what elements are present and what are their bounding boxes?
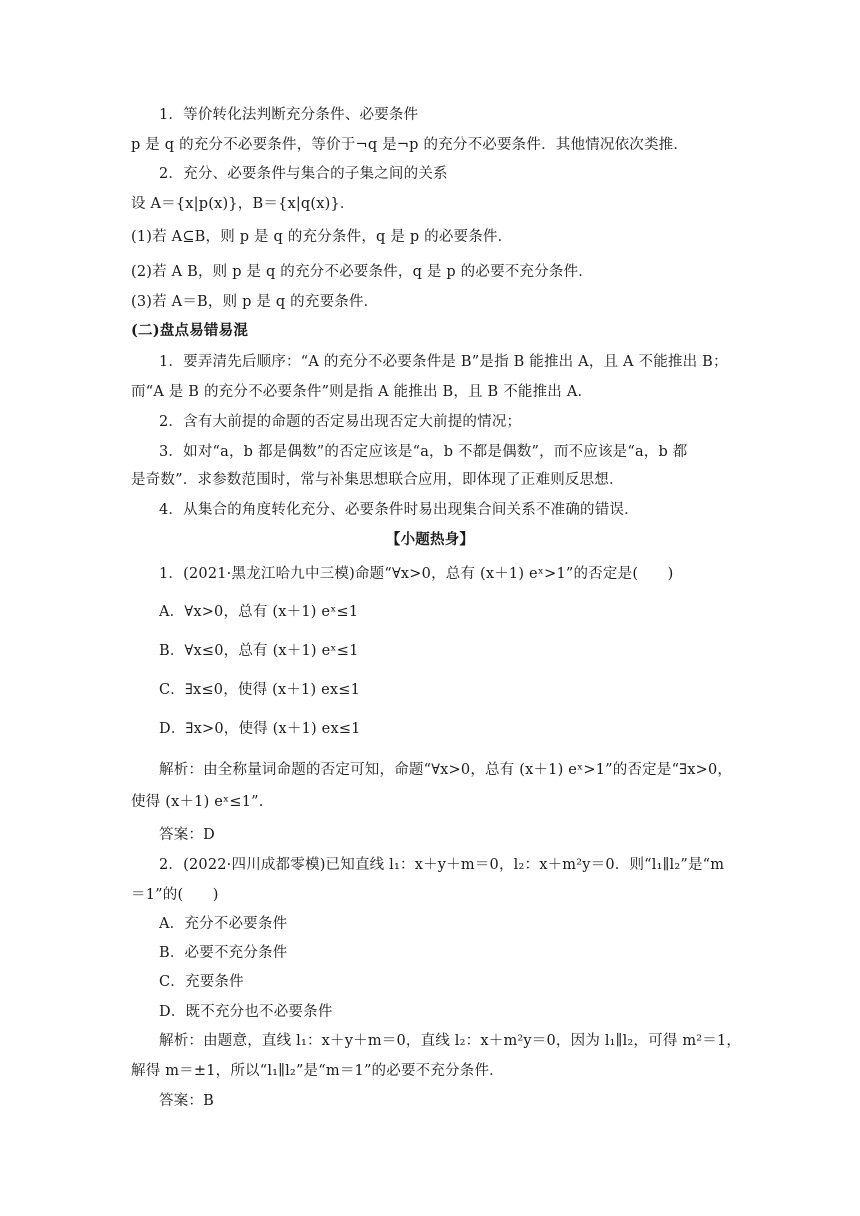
error-1-line-2: 而“A 是 B 的充分不必要条件”则是指 A 能推出 B，且 B 不能推出 A．	[131, 384, 593, 400]
question-1-solution-line-1: 解析：由全称量词命题的否定可知，命题“∀x>0，总有 (x＋1) eˣ>1”的否定是“∃x>0，	[159, 762, 733, 778]
rule-3: (3)若 A＝B，则 p 是 q 的充要条件．	[131, 294, 379, 310]
method-1-title: 1．等价转化法判断充分条件、必要条件	[159, 107, 419, 123]
question-2-option-d: D．既不充分也不必要条件	[159, 1004, 333, 1020]
question-1-answer: 答案：D	[159, 827, 215, 843]
section-heading-errors: (二)盘点易错易混	[131, 322, 249, 339]
question-1-option-d: D．∃x>0，使得 (x＋1) ex≤1	[159, 721, 361, 737]
method-1-text: p 是 q 的充分不必要条件，等价于¬q 是¬p 的充分不必要条件．其他情况依次类推．	[131, 137, 689, 153]
error-2: 2．含有大前提的命题的否定易出现否定大前提的情况；	[159, 414, 522, 430]
error-3-line-2: 是奇数”．求参数范围时，常与补集思想联合应用，即体现了正难则反思想．	[131, 472, 624, 488]
question-2-solution-line-2: 解得 m＝±1，所以“l₁∥l₂”是“m＝1”的必要不充分条件．	[131, 1063, 504, 1079]
question-2-answer: 答案：B	[159, 1093, 214, 1109]
question-2-option-a: A．充分不必要条件	[159, 916, 288, 932]
question-1-option-a: A．∀x>0，总有 (x＋1) eˣ≤1	[159, 604, 359, 620]
error-1-line-1: 1．要弄清先后顺序：“A 的充分不必要条件是 B”是指 B 能推出 A，且 A 不能推出 B；	[159, 354, 728, 370]
set-definition: 设 A＝{x|p(x)}，B＝{x|q(x)}．	[131, 196, 355, 212]
question-1-option-c: C．∃x≤0，使得 (x＋1) ex≤1	[159, 682, 361, 698]
error-3-line-1: 3．如对“a，b 都是偶数”的否定应该是“a，b 不都是偶数”，而不应该是“a，b 都	[159, 444, 688, 460]
question-2-stem-line-1: 2．(2022·四川成都零模)已知直线 l₁：x＋y＋m＝0，l₂：x＋m²y＝0．则“l₁∥l₂”是“m	[159, 857, 725, 873]
question-2-solution-line-1: 解析：由题意，直线 l₁：x＋y＋m＝0，直线 l₂：x＋m²y＝0，因为 l₁∥l₂，可得 m²＝1，	[159, 1033, 742, 1049]
rule-2: (2)若 A B，则 p 是 q 的充分不必要条件，q 是 p 的必要不充分条件．	[131, 264, 593, 280]
warmup-title: 【小题热身】	[385, 531, 475, 548]
method-2-title: 2．充分、必要条件与集合的子集之间的关系	[159, 166, 448, 182]
question-2-option-b: B．必要不充分条件	[159, 945, 288, 961]
question-1-stem: 1．(2021·黑龙江哈九中三模)命题“∀x>0，总有 (x＋1) eˣ>1”的否定是( )	[159, 566, 674, 582]
question-2-stem-line-2: ＝1”的( )	[131, 887, 219, 903]
question-2-option-c: C．充要条件	[159, 974, 244, 990]
question-1-solution-line-2: 使得 (x＋1) eˣ≤1”.	[131, 794, 264, 810]
error-4: 4．从集合的角度转化充分、必要条件时易出现集合间关系不准确的错误．	[159, 502, 639, 518]
question-1-option-b: B．∀x≤0，总有 (x＋1) eˣ≤1	[159, 643, 359, 659]
rule-1: (1)若 A⊆B，则 p 是 q 的充分条件，q 是 p 的必要条件．	[131, 229, 513, 245]
